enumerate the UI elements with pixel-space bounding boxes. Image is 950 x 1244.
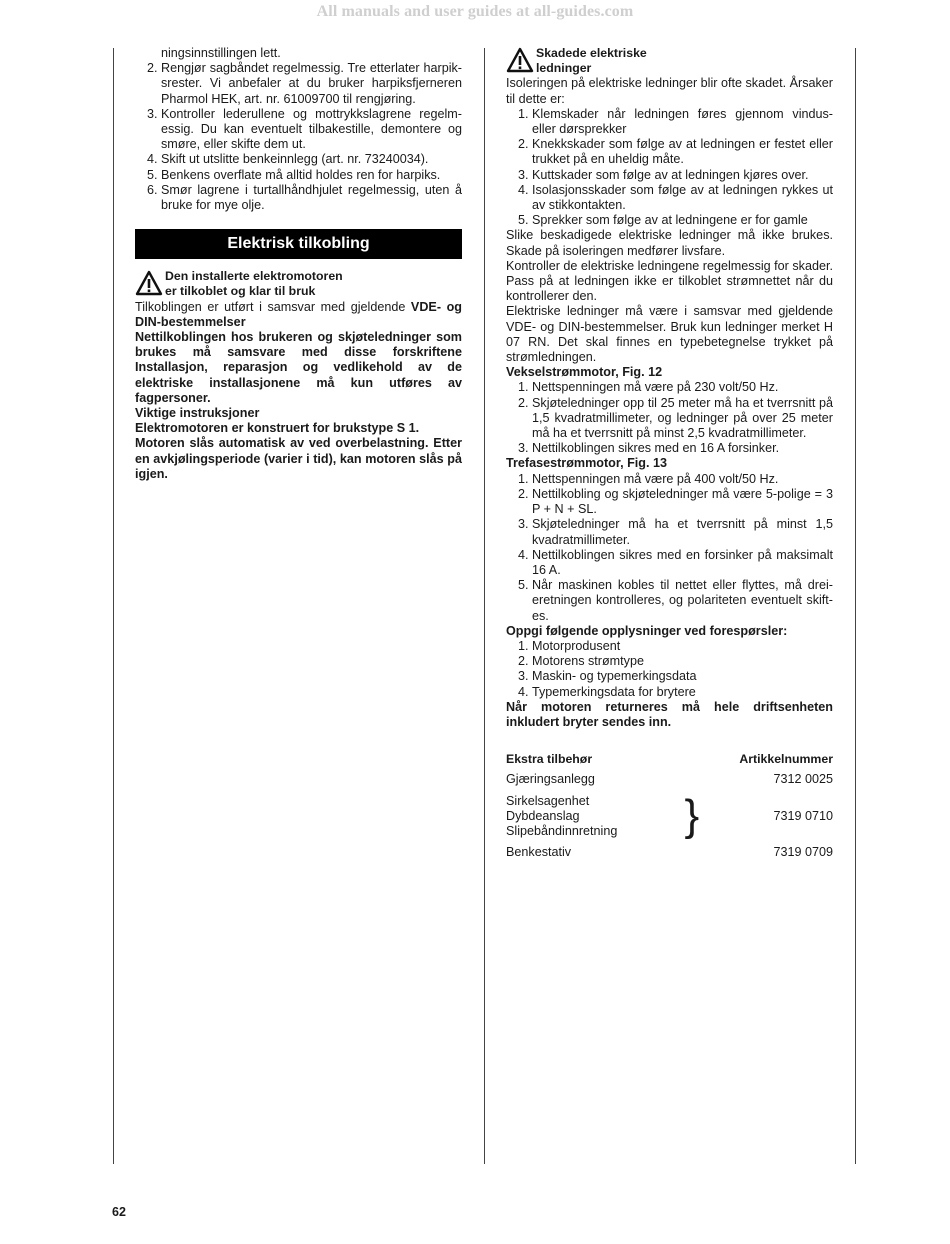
list-item: 3. Maskin- og typemerkingsdata bbox=[532, 669, 833, 684]
watermark: All manuals and user guides at all-guides.com bbox=[316, 3, 634, 20]
accessory-name: Slipebåndinnretning bbox=[506, 823, 618, 838]
paragraph-connection bbox=[135, 300, 462, 330]
important-heading: Viktige instruksjoner bbox=[135, 406, 260, 421]
accessory-group-names bbox=[506, 794, 676, 840]
warning-triangle-icon bbox=[506, 47, 534, 73]
list-item: 5. Sprekker som følge av at ledningene er for gamle bbox=[532, 213, 833, 228]
list-item: 2. Motorens strømtype bbox=[532, 654, 833, 669]
list-item: 3. Nettilkoblingen sikres med en 16 A forsinker. bbox=[532, 441, 833, 456]
accessory-row bbox=[506, 845, 833, 860]
section-title-bar bbox=[135, 229, 462, 259]
list-item: 2. Nettilkobling og skjøteledninger må være 5-polige = 3 P + N + SL. bbox=[532, 487, 833, 517]
damage-causes-list bbox=[506, 107, 833, 229]
accessories-table bbox=[506, 752, 833, 860]
list-item: 4. Skift ut utslitte benkeinnlegg (art. nr. 73240034). bbox=[161, 152, 462, 167]
paragraph-damaged: Slike beskadigede elektriske ledninger må ikke brukes. Skade på isoleringen medfører livsfare. bbox=[506, 228, 833, 258]
accessory-name: Sirkelsagenhet bbox=[506, 793, 590, 808]
list-item: 2. Knekkskader som følge av at ledningen er festet eller trukket på en uheldig måte. bbox=[532, 137, 833, 167]
list-item: 1. Nettspenningen må være på 400 volt/50 Hz. bbox=[532, 472, 833, 487]
accessory-number: 7319 0709 bbox=[773, 845, 833, 860]
list-item: 5. Benkens overflate må alltid holdes ren for harpiks. bbox=[161, 168, 462, 183]
maintenance-list bbox=[135, 61, 462, 213]
accessory-name: Gjæringsanlegg bbox=[506, 772, 595, 787]
return-note: Når motoren returneres må hele driftsenheten inkludert bryter sendes inn. bbox=[506, 699, 833, 729]
list-item: 4. Isolasjonsskader som følge av at ledningen rykkes ut av stikkontakten. bbox=[532, 183, 833, 213]
list-item: 1. Nettspenningen må være på 230 volt/50 Hz. bbox=[532, 380, 833, 395]
warning-title bbox=[165, 269, 343, 299]
column-header-item: Ekstra tilbehør bbox=[506, 752, 593, 767]
paragraph-overload: Motoren slås automatisk av ved overbelastning. Etter en avkjølingsperiode (varier i tid), kan motoren slås på igjen. bbox=[135, 436, 462, 481]
accessory-number: 7312 0025 bbox=[773, 772, 833, 787]
list-item: 3. Kuttskader som følge av at ledningen kjøres over. bbox=[532, 168, 833, 183]
continued-line: ningsinnstillingen lett. bbox=[161, 46, 281, 60]
inquiry-info-heading: Oppgi følgende opplysninger ved forespørsler: bbox=[506, 623, 788, 638]
warning-title-line: Skadede elektriske bbox=[536, 46, 647, 60]
warning-title-line: Den installerte elektromotoren bbox=[165, 269, 343, 284]
accessory-name: Benkestativ bbox=[506, 845, 572, 860]
warning-triangle-icon bbox=[135, 270, 163, 296]
list-item: 4. Nettilkoblingen sikres med en forsinker på maksimalt 16 A. bbox=[532, 548, 833, 578]
inquiry-info-list bbox=[506, 639, 833, 700]
warning-block bbox=[135, 269, 462, 299]
list-item: 2. Rengjør sagbåndet regelmessig. Tre etterlater harpiksrester. Vi anbefaler at du bruker harpiksfjerneren Pharmol HEK, art. nr. 61009700 til rengjøring. bbox=[161, 61, 462, 107]
ac-motor-list bbox=[506, 380, 833, 456]
paragraph-bold-text: VDE- og DIN-bestemmelser bbox=[135, 299, 462, 329]
group-brace: } bbox=[684, 791, 700, 841]
warning-title-line: ledninger bbox=[536, 61, 592, 76]
list-item: 1. Klemskader når ledningen føres gjennom vindus- eller dørsprekker bbox=[532, 107, 833, 137]
paragraph-check: Kontroller de elektriske ledningene regelmessig for skader. Pass på at ledningen ikke er tilkoblet strømnettet når du kontrollerer den. bbox=[506, 258, 833, 304]
right-margin-rule bbox=[855, 48, 856, 1164]
list-item: 5. Når maskinen kobles til nettet eller flyttes, må dreieretningen kontrolleres, og polariteten eventuelt skiftes. bbox=[532, 578, 833, 624]
left-margin-rule bbox=[113, 48, 114, 1164]
list-item: 3. Skjøteledninger må ha et tverrsnitt på minst 1,5 kvadratmillimeter. bbox=[532, 517, 833, 547]
center-column-rule bbox=[484, 48, 485, 1164]
accessory-row bbox=[506, 772, 833, 787]
warning-title bbox=[536, 46, 647, 76]
page-number: 62 bbox=[112, 1205, 126, 1219]
column-header-number: Artikkelnummer bbox=[739, 752, 833, 767]
paragraph-installation: Nettilkoblingen hos brukeren og skjøteledninger som brukes må samsvare med disse forskriftene Installasjon, reparasjon og vedlikehold av de elektriske installasjonene må kun utføres av fagpersoner. bbox=[135, 330, 462, 405]
paragraph-text: Tilkoblingen er utført i samsvar med gjeldende bbox=[135, 299, 411, 314]
warning-block bbox=[506, 46, 833, 76]
right-column bbox=[506, 46, 833, 860]
section-title: Elektrisk tilkobling bbox=[227, 235, 370, 253]
accessories-header bbox=[506, 752, 833, 767]
list-item: 6. Smør lagrene i turtallhåndhjulet regelmessig, uten å bruke for mye olje. bbox=[161, 183, 462, 213]
paragraph-usage-type: Elektromotoren er konstruert for brukstype S 1. bbox=[135, 421, 420, 436]
ac-motor-heading: Vekselstrømmotor, Fig. 12 bbox=[506, 365, 663, 380]
list-item: 4. Typemerkingsdata for brytere bbox=[532, 685, 833, 700]
list-item: 1. Motorprodusent bbox=[532, 639, 833, 654]
accessory-name: Dybdeanslag bbox=[506, 808, 580, 823]
paragraph-standards: Elektriske ledninger må være i samsvar med gjeldende VDE- og DIN-bestemmelser. Bruk kun ledninger merket H 07 RN. Det skal finnes en typebetegnelse trykket på strømledningen. bbox=[506, 304, 833, 365]
left-column bbox=[135, 46, 462, 482]
warning-title-line: er tilkoblet og klar til bruk bbox=[165, 284, 316, 299]
accessory-number: 7319 0710 bbox=[773, 808, 833, 823]
three-phase-heading: Trefasestrømmotor, Fig. 13 bbox=[506, 456, 667, 471]
paragraph-intro: Isoleringen på elektriske ledninger blir ofte skadet. Årsaker til dette er: bbox=[506, 76, 833, 106]
list-item: 2. Skjøteledninger opp til 25 meter må ha et tverrsnitt på 1,5 kvadratmillimeter, og ledninger på over 25 meter må ha et tverrsnitt på minst 2,5 kvadratmillimeter. bbox=[532, 396, 833, 442]
accessory-group-row bbox=[506, 791, 833, 841]
three-phase-list bbox=[506, 472, 833, 624]
list-item: 3. Kontroller lederullene og mottrykkslagrene regelmessig. Du kan eventuelt tilbakestille, demontere og smøre, eller skifte dem ut. bbox=[161, 107, 462, 153]
